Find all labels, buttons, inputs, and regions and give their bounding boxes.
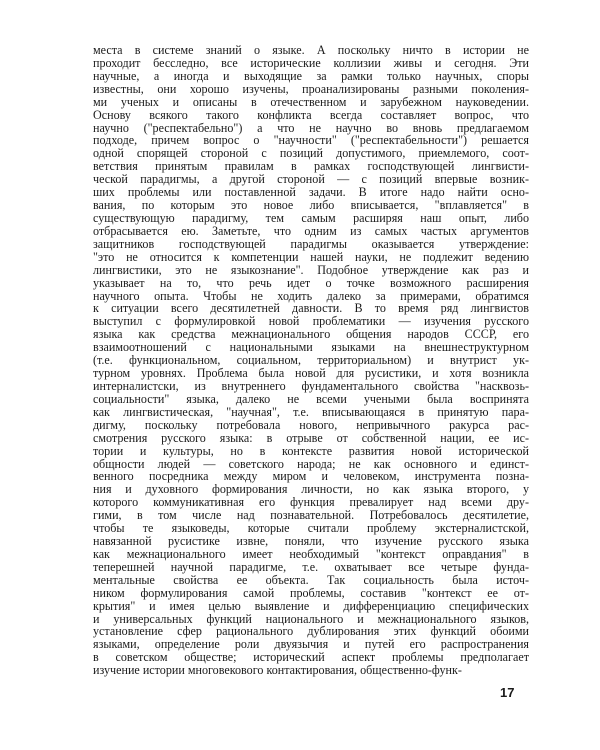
text-line: к ситуации всего десятилетней давности. В то время ряд лингвистов xyxy=(93,301,529,316)
text-line: общности людей — советского народа; не как основного и единст- xyxy=(93,456,529,471)
text-line: лингвистики, это не языкознание". Подобное утверждение как раз и xyxy=(93,262,529,277)
text-line: венного посредника между миром и человеком, инструмента позна- xyxy=(93,469,529,484)
body-text xyxy=(93,44,529,677)
text-line: научного опыта. Чтобы не ходить далеко за примерами, обратимся xyxy=(93,288,529,303)
text-line: известны, они хорошо изучены, проанализированы разными поколения- xyxy=(93,81,529,96)
text-line: в советском обществе; исторический аспект проблемы предполагает xyxy=(93,650,529,665)
page-number: 17 xyxy=(500,685,515,700)
text-line: Основу всякого такого конфликта всегда составляет вопрос, что xyxy=(93,107,529,122)
text-line: дигму, поскольку потребовала нового, непривычного ракурса рас- xyxy=(93,417,529,432)
text-line: выступил с формулировкой новой проблематики — изучения русского xyxy=(93,314,529,329)
text-line: которого коммуникативная его функция превалирует над всеми дру- xyxy=(93,495,529,510)
text-line: вания, по которым это новое либо вписывается, "вплавляется" в xyxy=(93,198,529,213)
text-line: навязанной русистике извне, поняли, что изучение русского языка xyxy=(93,534,529,549)
text-line: турном уровнях. Проблема была новой для русистики, и хотя возникла xyxy=(93,366,529,381)
text-line: взаимоотношений с национальными языками на внешнеструктурном xyxy=(93,340,529,355)
text-line: ния и духовного формирования личности, но как языка второго, у xyxy=(93,482,529,497)
text-line: и универсальных функций национального и межнационального языков, xyxy=(93,611,529,626)
text-line: подходе, причем вопрос о "научности" ("респектабельности") решается xyxy=(93,133,529,148)
text-line: защитников господствующей парадигмы оказывается утверждение: xyxy=(93,236,529,251)
text-line: ших проблемы или поставленной задачи. В итоге надо найти осно- xyxy=(93,185,529,200)
text-line: языка как средства межнационального общения народов СССР, его xyxy=(93,327,529,342)
text-line: языками, определение роли двуязычия и путей его распространения xyxy=(93,637,529,652)
text-line: тории и культуры, но в контексте развития новой исторической xyxy=(93,443,529,458)
text-line: теперешней научной парадигме, т.е. охватывает все четыре фунда- xyxy=(93,559,529,574)
text-line: проходит бесследно, все исторические коллизии живы и сегодня. Эти xyxy=(93,55,529,70)
text-line: социальности" языка, далеко не всеми учеными была воспринята xyxy=(93,391,529,406)
text-line: установление сфер рационального дублирования этих функций обоими xyxy=(93,624,529,639)
text-line: научные, а иногда и выходящие за рамки только научных, споры xyxy=(93,68,529,83)
text-line: указывает на то, что речь идет о точке возможного расширения xyxy=(93,275,529,290)
text-line: одной спорящей стороной с позиций допустимого, приемлемого, соот- xyxy=(93,146,529,161)
text-line: ческой парадигмы, а другой стороной — с позиций впервые возник- xyxy=(93,172,529,187)
text-line: как лингвистическая, "научная", т.е. вписывающаяся в принятую пара- xyxy=(93,404,529,419)
text-line: ником формулирования самой проблемы, составив "контекст ее от- xyxy=(93,585,529,600)
text-line: гими, в том числе над познавательной. Потребовалось десятилетие, xyxy=(93,508,529,523)
text-line: смотрения русского языка: в отрыве от собственной нации, ее ис- xyxy=(93,430,529,445)
text-line: существующую парадигму, тем самым расширяя наш опыт, либо xyxy=(93,210,529,225)
text-line: интерналистски, из внутреннего фундаментального свойства "насквозь- xyxy=(93,378,529,393)
text-line: ми ученых и описаны в отечественном и зарубежном науковедении. xyxy=(93,94,529,109)
text-line: "это не относится к компетенции нашей науки, не подлежит ведению xyxy=(93,249,529,264)
text-line: (т.е. функциональном, социальном, территориальном) и внутрист ук- xyxy=(93,353,529,368)
text-line: чтобы те языковеды, которые считали проблему экстерналистской, xyxy=(93,521,529,536)
text-line: изучение истории многовекового контактирования, общественно-функ- xyxy=(93,663,462,678)
text-line: отбрасывается ею. Заметьте, что одним из самых частых аргументов xyxy=(93,223,529,238)
text-line: ветствия принятым правилам в рамках господствующей лингвисти- xyxy=(93,159,529,174)
text-line: научно ("респектабельно") а что не научно во вновь предлагаемом xyxy=(93,120,529,135)
text-line: крытия" и имея целью выявление и дифференциацию специфических xyxy=(93,598,529,613)
text-line: как межнационального имеет необходимый "контекст оправдания" в xyxy=(93,546,529,561)
text-line: ментальные свойства ее объекта. Так социальность была источ- xyxy=(93,572,529,587)
text-line: места в системе знаний о языке. А поскольку ничто в истории не xyxy=(93,43,529,57)
